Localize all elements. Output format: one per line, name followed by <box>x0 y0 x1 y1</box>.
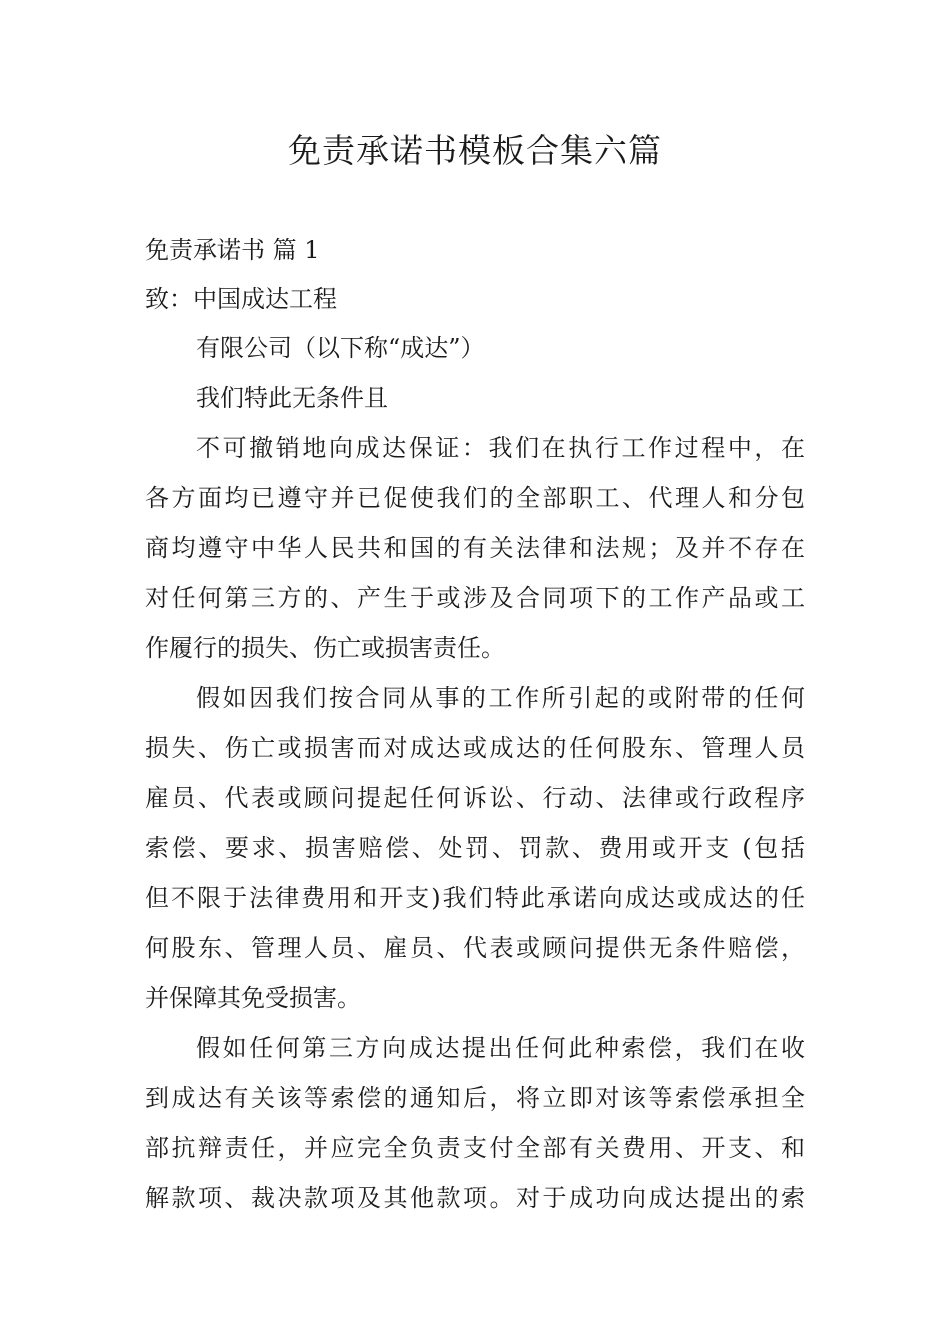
paragraph-3-line: 解款项、裁决款项及其他款项。对于成功向成达提出的索 <box>145 1184 805 1212</box>
paragraph-2-line: 损失、伤亡或损害而对成达或成达的任何股东、管理人员 <box>145 734 805 762</box>
paragraph-2-line: 索偿、要求、损害赔偿、处罚、罚款、费用或开支 (包括 <box>145 834 805 862</box>
text-line: 有限公司（以下称“成达”） <box>196 334 485 362</box>
paragraph-2-line: 但不限于法律费用和开支)我们特此承诺向成达或成达的任 <box>145 884 805 912</box>
paragraph-1-line: 作履行的损失、伤亡或损害责任。 <box>145 634 505 662</box>
document-title: 免责承诺书模板合集六篇 <box>288 131 662 170</box>
paragraph-2-line: 何股东、管理人员、雇员、代表或顾问提供无条件赔偿， <box>145 934 805 962</box>
paragraph-1-line: 对任何第三方的、产生于或涉及合同项下的工作产品或工 <box>145 584 805 612</box>
text-line: 我们特此无条件且 <box>196 384 388 412</box>
paragraph-2-line: 雇员、代表或顾问提起任何诉讼、行动、法律或行政程序 <box>145 784 805 812</box>
salutation: 致：中国成达工程 <box>145 285 337 313</box>
section-heading: 免责承诺书 篇 1 <box>145 236 320 264</box>
paragraph-2-line: 假如因我们按合同从事的工作所引起的或附带的任何 <box>196 684 805 712</box>
paragraph-2-line: 并保障其免受损害。 <box>145 984 361 1012</box>
paragraph-1-line: 商均遵守中华人民共和国的有关法律和法规；及并不存在 <box>145 534 805 562</box>
paragraph-3-line: 到成达有关该等索偿的通知后，将立即对该等索偿承担全 <box>145 1084 805 1112</box>
paragraph-1-line: 各方面均已遵守并已促使我们的全部职工、代理人和分包 <box>145 484 805 512</box>
paragraph-3-line: 部抗辩责任，并应完全负责支付全部有关费用、开支、和 <box>145 1134 805 1162</box>
paragraph-3-line: 假如任何第三方向成达提出任何此种索偿，我们在收 <box>196 1034 805 1062</box>
paragraph-1-line: 不可撤销地向成达保证：我们在执行工作过程中，在 <box>196 434 805 462</box>
